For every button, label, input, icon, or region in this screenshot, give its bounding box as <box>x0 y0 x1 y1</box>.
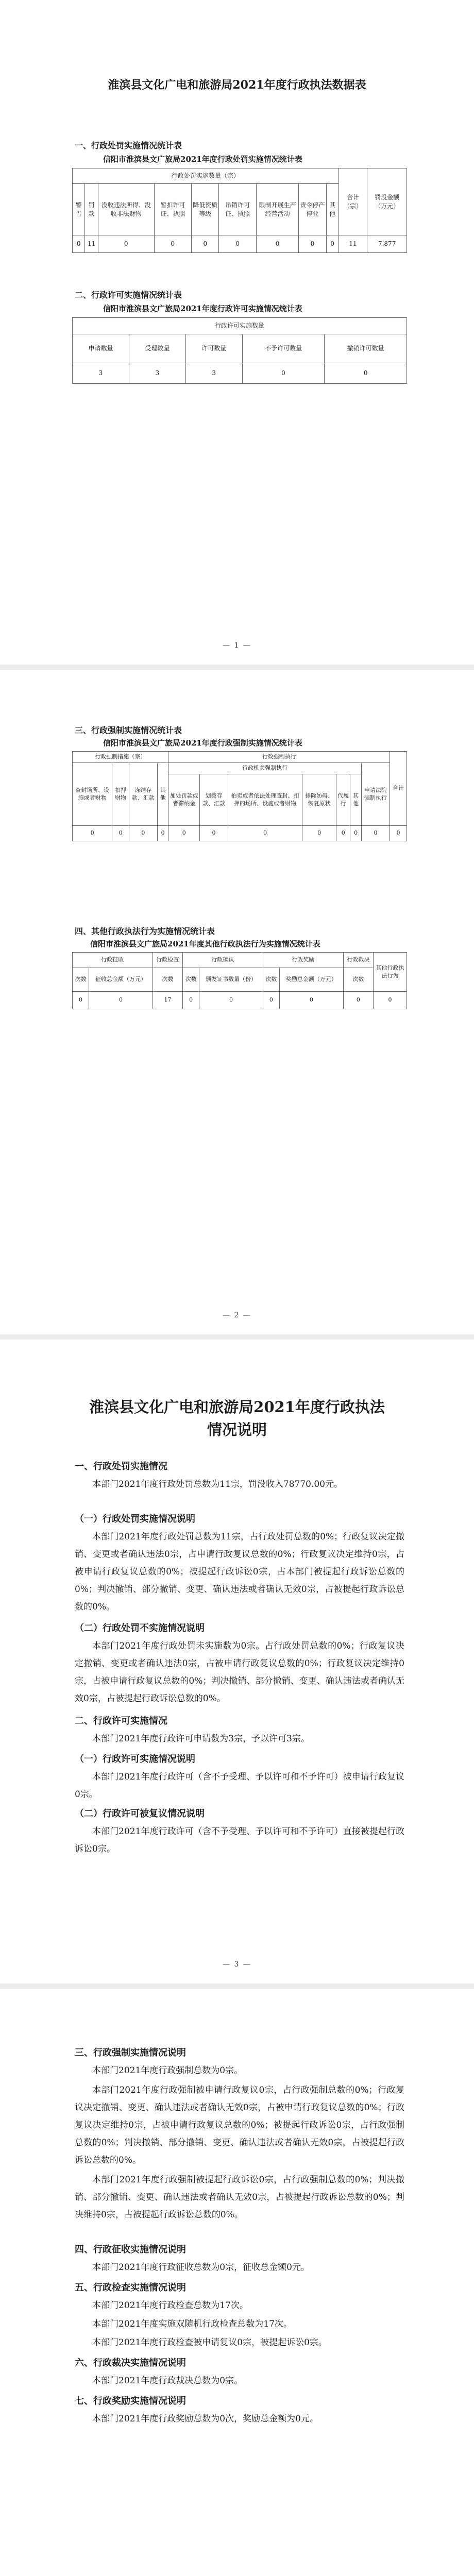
table-3-title: 信阳市淮滨县文广旅局2021年度行政强制实施情况统计表 <box>103 738 302 748</box>
enforcement-table <box>72 751 407 841</box>
table-cell: 次数 <box>183 968 199 992</box>
section-heading: （二）行政处罚不实施情况说明 <box>75 1623 205 1634</box>
section-heading: 七、行政奖励实施情况说明 <box>75 2396 186 2406</box>
page-number: — 3 — <box>223 1960 251 1969</box>
table-cell: 0 <box>89 992 153 1009</box>
table-cell: 0 <box>279 992 343 1009</box>
table-cell: 0 <box>361 826 390 841</box>
table-cell: 11 <box>338 235 367 253</box>
section-2-heading: 二、行政许可实施情况统计表 <box>75 290 182 300</box>
section-4-heading: 四、其他行政执法行为实施情况统计表 <box>75 926 215 936</box>
table-cell: 0 <box>73 992 89 1009</box>
paragraph: 本部门2021年度行政征收总数为0宗，征收总金额0元。 <box>92 2262 310 2273</box>
table-cell: 查封场所、设施或者财物 <box>73 763 112 826</box>
section-3-heading: 三、行政强制实施情况统计表 <box>75 725 182 735</box>
table-cell: 拍卖或者依法处理查封、扣押的场所、设施或者财物 <box>228 774 302 826</box>
table-cell: 罚没金额（万元） <box>367 168 407 235</box>
table-cell: 0 <box>228 826 302 841</box>
table-cell: 0 <box>183 992 199 1009</box>
table-cell: 冻结存款、汇款 <box>129 763 157 826</box>
table-4-title: 信阳市淮滨县文广旅局2021年度其他行政执法行为实施情况统计表 <box>90 939 320 948</box>
table-cell: 0 <box>199 992 263 1009</box>
doc-title: 淮滨县文化广电和旅游局2021年度行政执法数据表 <box>108 78 366 92</box>
table-cell: 行政奖励 <box>263 953 343 968</box>
table-3-group-measures: 行政强制措施（宗） <box>73 752 168 763</box>
paragraph: 本部门2021年度行政强制被提起行政诉讼0宗，占行政强制总数的0%；判决撤销、部分撤销、变更、确认违法或者确认无效0宗，占被提起行政诉讼总数的0%；判决维持0宗，占被提起行政诉讼总数的0%。 <box>75 2175 404 2220</box>
table-cell: 0 <box>192 235 219 253</box>
table-2-title: 信阳市淮滨县文广旅局2021年度行政许可实施情况统计表 <box>103 304 302 313</box>
table-cell: 11 <box>85 235 98 253</box>
table-cell: 0 <box>343 992 373 1009</box>
table-cell: 降低资质等级 <box>192 184 219 235</box>
table-cell: 许可数量 <box>185 334 242 363</box>
table-cell: 0 <box>73 826 112 841</box>
table-cell: 加处罚款或者滞纳金 <box>168 774 200 826</box>
table-cell: 0 <box>263 992 279 1009</box>
table-cell: 罚款 <box>85 184 98 235</box>
table-cell: 0 <box>302 826 336 841</box>
table-cell: 17 <box>153 992 182 1009</box>
table-cell: 0 <box>168 826 200 841</box>
table-cell: 0 <box>242 363 325 384</box>
table-cell: 颁发证书数量（份） <box>199 968 263 992</box>
table-cell: 其他行政执法行为 <box>374 953 407 992</box>
section-heading: （一）行政处罚实施情况说明 <box>75 1514 195 1524</box>
table-cell: 申请法院强制执行 <box>361 763 390 826</box>
table-cell: 次数 <box>343 968 373 992</box>
table-cell: 不予许可数量 <box>242 334 325 363</box>
paragraph: 本部门2021年度行政奖励总数为0次，奖励总金额为0元。 <box>92 2414 318 2424</box>
page-separator <box>0 665 474 670</box>
table-cell: 0 <box>157 826 168 841</box>
table-cell: 0 <box>326 235 338 253</box>
table-cell: 0 <box>350 826 362 841</box>
table-1-title: 信阳市淮滨县文广旅局2021年度行政处罚实施情况统计表 <box>103 155 302 164</box>
table-cell: 排除妨碍、恢复原状 <box>302 774 336 826</box>
table-cell: 吊销许可证、执照 <box>219 184 257 235</box>
table-cell: 3 <box>73 363 129 384</box>
paragraph: 本部门2021年度行政处罚总数为11宗，罚没收入78770.00元。 <box>92 1479 343 1489</box>
section-heading: （一）行政许可实施情况说明 <box>75 1754 195 1765</box>
table-cell: 7.877 <box>367 235 407 253</box>
table-cell: 行政检查 <box>153 953 182 968</box>
table-cell: 警告 <box>73 184 85 235</box>
table-cell: 没收违法所得、没收非法财物 <box>98 184 154 235</box>
paragraph: 本部门2021年度行政强制总数为0宗。 <box>92 2065 243 2076</box>
section-heading: 一、行政处罚实施情况 <box>75 1461 167 1472</box>
other-actions-table <box>72 952 407 1009</box>
table-cell: 0 <box>390 826 407 841</box>
table-cell: 合计 <box>390 752 407 826</box>
table-cell: 0 <box>325 363 407 384</box>
table-cell: 其他 <box>157 763 168 826</box>
table-cell: 0 <box>256 235 298 253</box>
table-cell: 行政征收 <box>73 953 153 968</box>
table-cell: 0 <box>154 235 192 253</box>
section-heading: （二）行政许可被复议情况说明 <box>75 1808 205 1819</box>
table-cell: 行政裁决 <box>343 953 373 968</box>
table-cell: 行政确认 <box>183 953 263 968</box>
table-cell: 其他 <box>326 184 338 235</box>
section-heading: 六、行政裁决实施情况说明 <box>75 2358 186 2368</box>
table-cell: 3 <box>129 363 185 384</box>
paragraph: 本部门2021年度行政许可申请数为3宗，予以许可3宗。 <box>92 1734 310 1744</box>
section-1-heading: 一、行政处罚实施情况统计表 <box>75 141 182 150</box>
paragraph: 本部门2021年度行政检查被申请复议0宗，被提起诉讼0宗。 <box>92 2337 327 2348</box>
table-cell: 扣押财物 <box>112 763 129 826</box>
table-3-group-exec: 行政强制执行 <box>168 752 390 763</box>
table-cell: 次数 <box>153 968 182 992</box>
table-cell: 奖励总金额（万元） <box>279 968 343 992</box>
report-title: 淮滨县文化广电和旅游局2021年度行政执法 <box>89 1398 385 1416</box>
table-cell: 征收总金额（万元） <box>89 968 153 992</box>
page-separator <box>0 1334 474 1340</box>
paragraph: 本部门2021年度行政处罚未实施数为0宗。占行政处罚总数的0%；行政复议决定撤销、变更或者确认违法0宗，占被申请行政复议总数的0%；行政复议决定维持0宗，占被申请行政复议总数的0%；判决撤销、部分撤销、变更、确认违法或者确认无效0宗，占被提起行政诉讼总数的0%。 <box>75 1641 404 1704</box>
table-cell: 其他 <box>350 774 362 826</box>
table-cell: 0 <box>299 235 326 253</box>
table-cell: 次数 <box>73 968 89 992</box>
table-cell: 合计（宗） <box>338 168 367 235</box>
table-1-group-label: 行政处罚实施数量（宗） <box>73 168 339 184</box>
section-heading: 三、行政强制实施情况说明 <box>75 2047 186 2058</box>
paragraph: 本部门2021年度行政裁决总数为0宗。 <box>92 2376 243 2386</box>
table-cell: 代履行 <box>336 774 350 826</box>
table-cell: 暂扣许可证、执照 <box>154 184 192 235</box>
table-cell: 次数 <box>263 968 279 992</box>
table-cell: 责令停产停业 <box>299 184 326 235</box>
paragraph: 本部门2021年度行政许可（含不予受理、予以许可和不予许可）被申请行政复议0宗。 <box>75 1772 404 1800</box>
paragraph: 本部门2021年度行政强制被申请行政复议0宗，占行政强制总数的0%；行政复议决定撤销、变更、确认违法或者确认无效0宗，占被申请行政复议总数的0%；行政复议决定维持0宗，占被申请行政复议总数的0%；被提起行政诉讼0宗，占行政强制总数的0%；判决撤销、部分撤销、变更、确认违法或者确认无效0宗，占被提起行政诉讼总数的0%。 <box>75 2085 404 2165</box>
page-separator <box>0 1984 474 1989</box>
table-cell: 0 <box>200 826 228 841</box>
paragraph: 本部门2021年度行政处罚总数为11宗，占行政处罚总数的0%；行政复议决定撤销、变更或者确认违法0宗，占申请行政复议总数的0%；行政复议决定维持0宗，占被申请行政复议总数的0%；被提起行政诉讼0宗，占本部门被提起行政诉讼总数的0%；判决撤销、部分撤销、变更、确认违法或者确认无效0宗，占被提起行政诉讼总数的0%。 <box>75 1532 404 1612</box>
table-3-group-organ: 行政机关强制执行 <box>168 763 361 774</box>
table-cell: 申请数量 <box>73 334 129 363</box>
paragraph: 本部门2021年度行政检查总数为17次。 <box>92 2300 248 2311</box>
section-heading: 五、行政检查实施情况说明 <box>75 2282 186 2293</box>
page-number: — 1 — <box>223 641 251 650</box>
page-number: — 2 — <box>223 1311 251 1319</box>
table-cell: 0 <box>374 992 407 1009</box>
section-heading: 二、行政许可实施情况 <box>75 1716 167 1726</box>
table-cell: 受理数量 <box>129 334 185 363</box>
section-heading: 四、行政征收实施情况说明 <box>75 2244 186 2255</box>
table-cell: 0 <box>98 235 154 253</box>
penalty-table <box>72 168 407 253</box>
table-cell: 0 <box>219 235 257 253</box>
table-cell: 0 <box>112 826 129 841</box>
table-cell: 3 <box>185 363 242 384</box>
paragraph: 本部门2021年度行政许可（含不予受理、予以许可和不予许可）直接被提起行政诉讼0宗。 <box>75 1826 404 1854</box>
table-cell: 0 <box>73 235 85 253</box>
report-subtitle: 情况说明 <box>207 1421 267 1438</box>
paragraph: 本部门2021年度实施双随机行政检查总数为17次。 <box>92 2319 292 2329</box>
table-cell: 划拨存款、汇款 <box>200 774 228 826</box>
table-cell: 限制开展生产经营活动 <box>256 184 298 235</box>
table-cell: 0 <box>129 826 157 841</box>
license-table <box>72 317 407 384</box>
table-2-group-label: 行政许可实施数量 <box>73 318 407 334</box>
table-cell: 0 <box>336 826 350 841</box>
table-cell: 撤销许可数量 <box>325 334 407 363</box>
